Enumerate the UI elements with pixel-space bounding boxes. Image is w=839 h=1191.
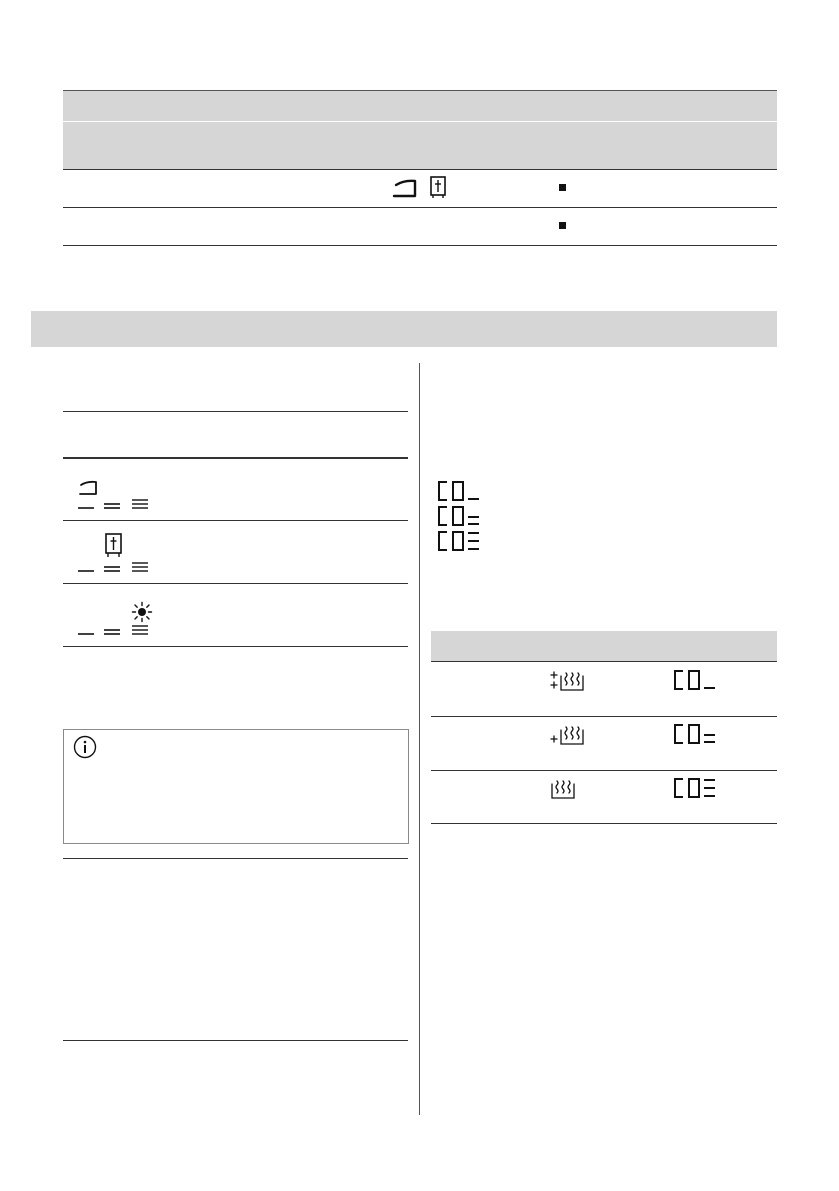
top-table-subheader bbox=[63, 122, 777, 169]
top-table-header bbox=[63, 90, 777, 121]
display-code-c0-mid bbox=[437, 506, 487, 526]
level-2-icon bbox=[104, 498, 122, 512]
keep-warm-plus-icon bbox=[549, 724, 589, 748]
bullet-square bbox=[559, 222, 566, 229]
level-1-icon bbox=[78, 561, 96, 575]
display-code-c0-low bbox=[437, 481, 487, 501]
column-divider bbox=[419, 363, 420, 1115]
right-table-header bbox=[431, 631, 777, 661]
display-code-c0-high bbox=[673, 778, 723, 798]
info-icon bbox=[73, 735, 97, 759]
info-note-box bbox=[63, 729, 409, 844]
level-2-icon bbox=[104, 624, 122, 638]
pot-icon bbox=[428, 175, 448, 201]
section-heading-band bbox=[31, 311, 777, 347]
level-1-icon bbox=[78, 498, 96, 512]
pan-icon bbox=[78, 478, 100, 496]
level-2-icon bbox=[104, 561, 122, 575]
display-code-c0-high bbox=[437, 531, 487, 551]
level-1-icon bbox=[78, 624, 96, 638]
display-code-c0-mid bbox=[673, 724, 723, 744]
bullet-square bbox=[559, 184, 566, 191]
pot-icon bbox=[104, 533, 124, 559]
keep-warm-plus-plus-icon bbox=[549, 670, 589, 694]
keep-warm-icon bbox=[549, 778, 589, 802]
level-3-icon bbox=[132, 624, 150, 638]
level-3-icon bbox=[132, 498, 150, 512]
display-code-c0-low bbox=[673, 670, 723, 690]
level-3-icon bbox=[132, 561, 150, 575]
sun-icon bbox=[132, 602, 152, 622]
pan-icon bbox=[392, 175, 422, 199]
